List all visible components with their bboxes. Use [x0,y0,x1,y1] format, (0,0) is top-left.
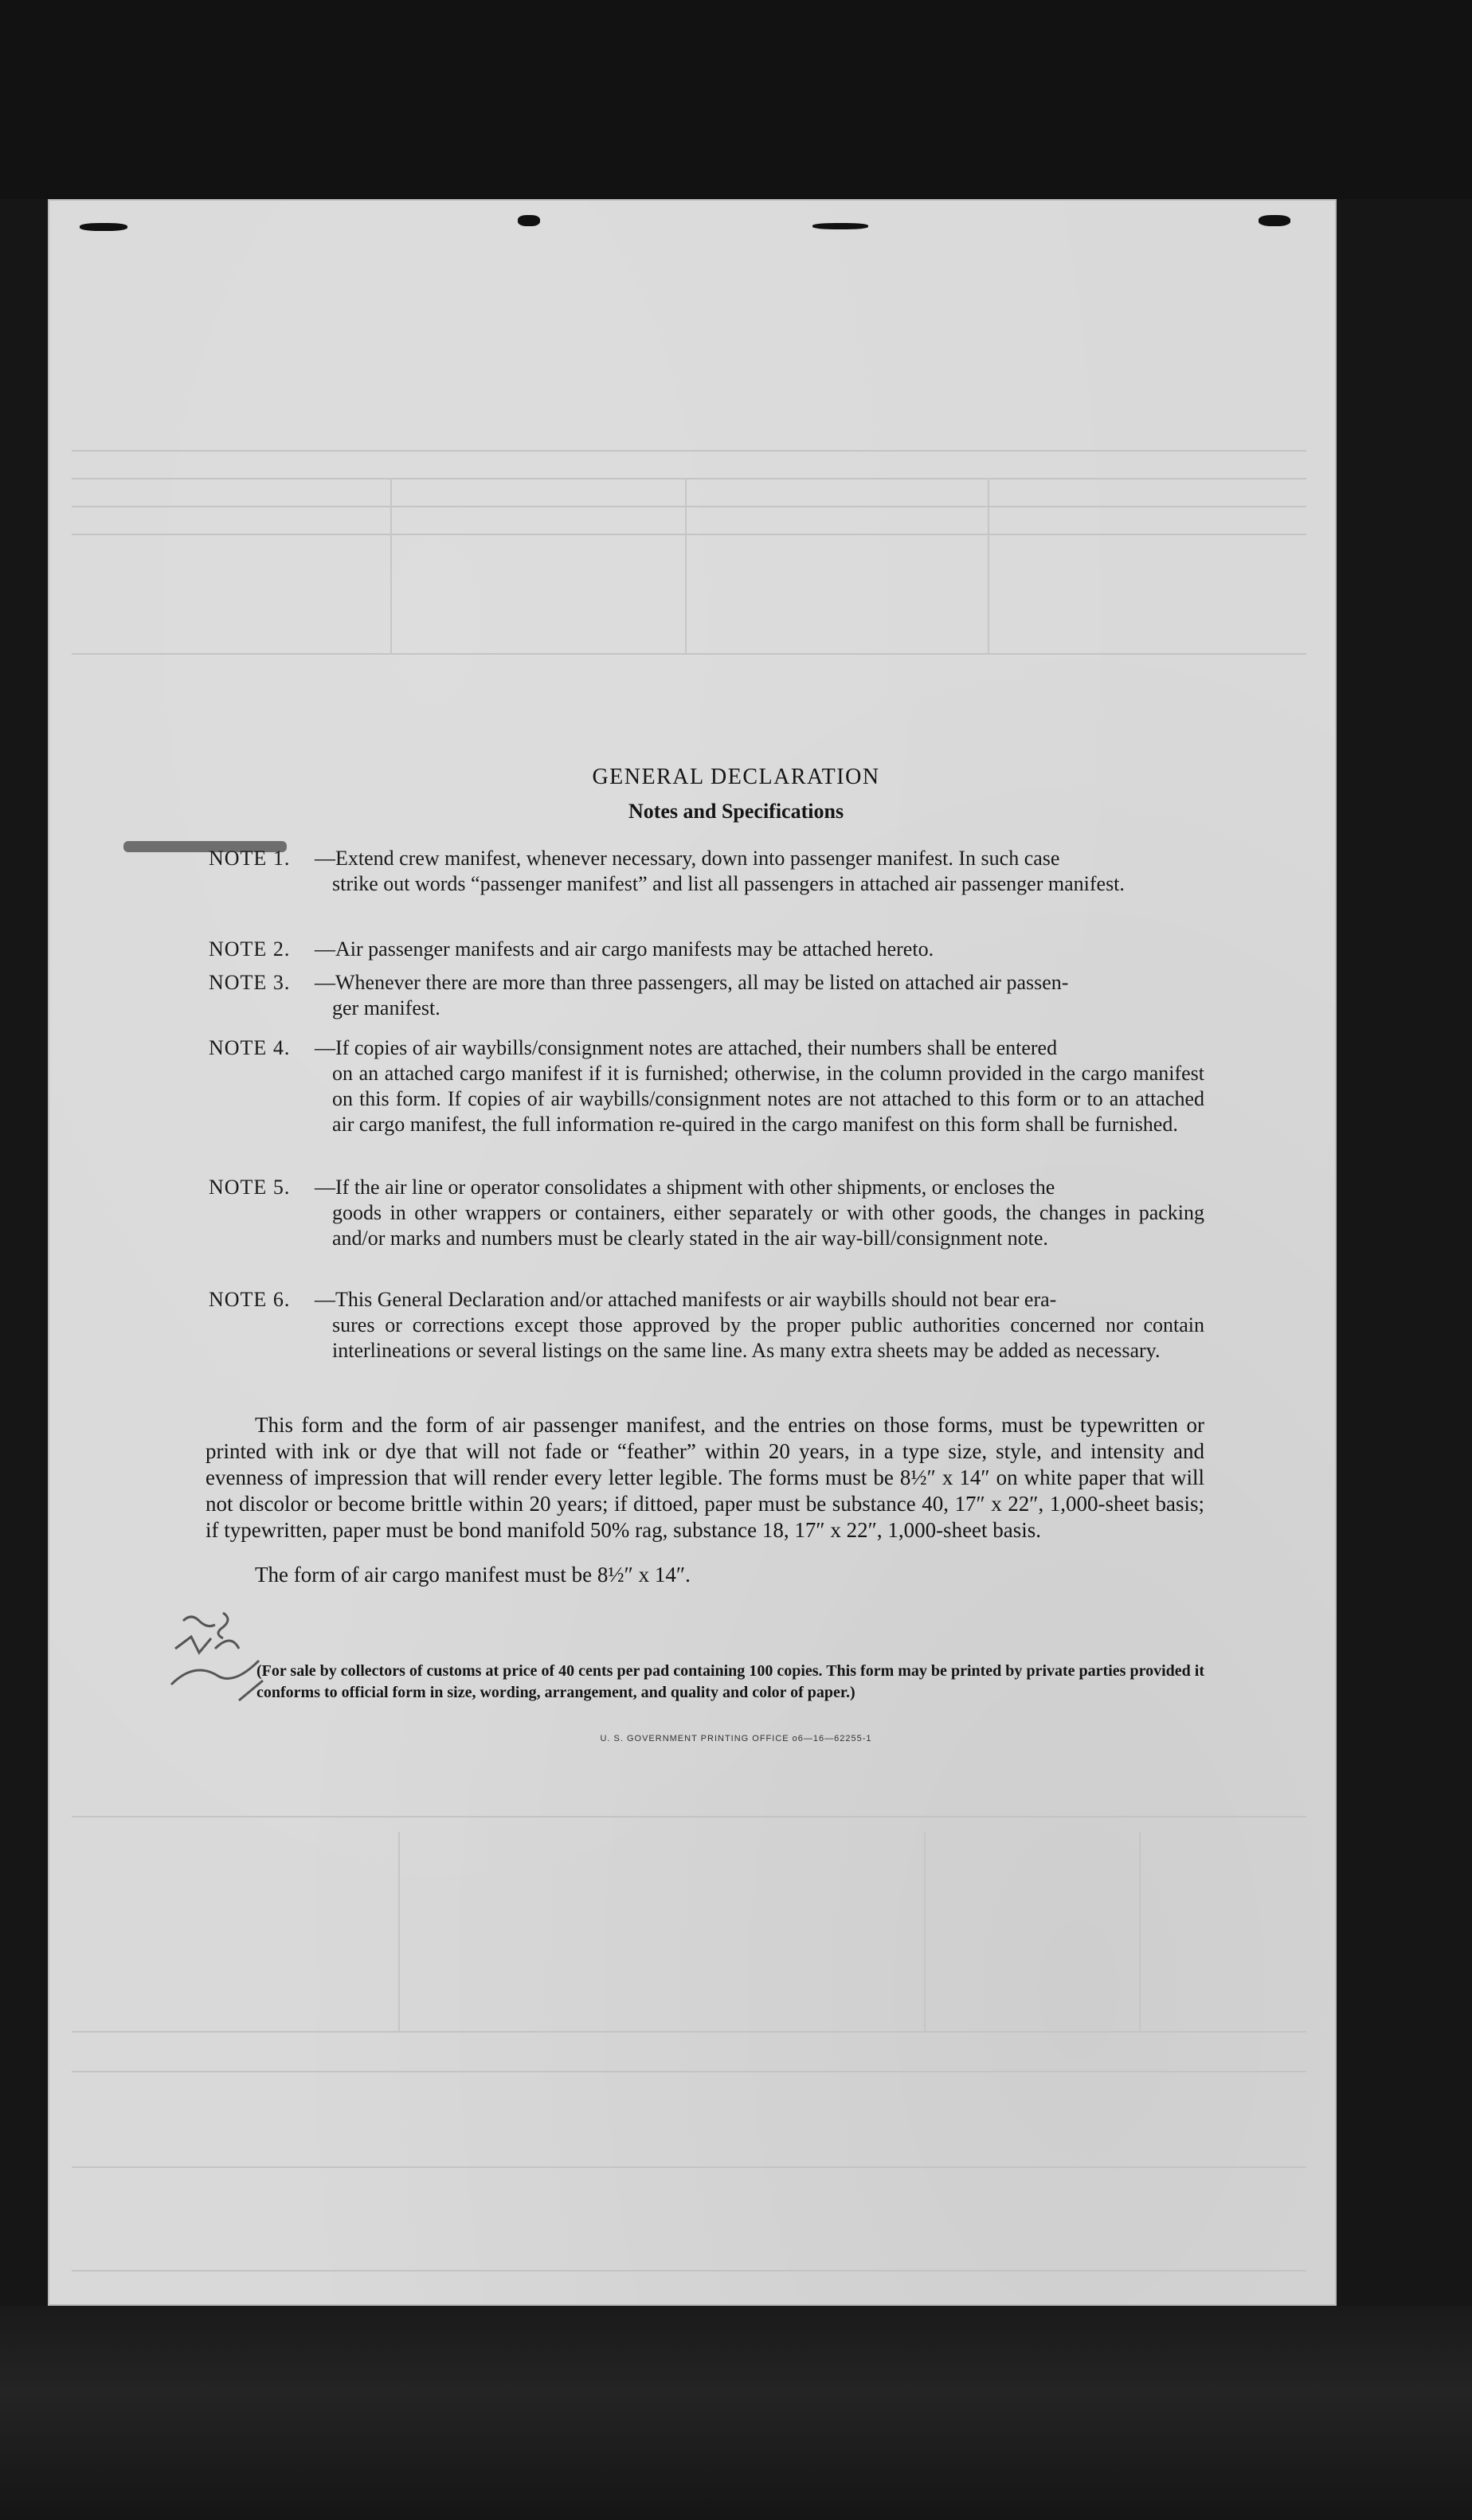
ghost-rule [72,1816,1306,1818]
ghost-column-rule [924,1832,926,2031]
ghost-column-rule [685,478,687,653]
note-label: NOTE 5. [209,1176,291,1199]
sale-notice: (For sale by collectors of customs at price of 40 cents per pad containing 100 copies. This form may be printed by private parties provided it conforms to official form in size, wording, arrangement, and quality and color of paper.) [256,1662,1204,1701]
note-text: —This General Declaration and/or attached manifests or air waybills should not bear era- [315,1288,1057,1311]
printer-imprint: U. S. GOVERNMENT PRINTING OFFICE o6—16—62255-1 [600,1734,872,1743]
cargo-manifest-size: The form of air cargo manifest must be 8½″ x 14″. [255,1563,691,1587]
scan-mark [518,215,540,226]
scan-mark [80,223,127,231]
note-text-continued: sures or corrections except those approved by the proper public authorities concerned nor contain interlineations or several listings on the same line. As many extra sheets may be added as necessary. [332,1313,1204,1362]
ghost-rule [72,2270,1306,2272]
note-text: —Extend crew manifest, whenever necessary, down into passenger manifest. In such case [315,847,1060,870]
note-4 [209,1035,1204,1137]
note-6 [209,1287,1204,1364]
ghost-rule [72,450,1306,452]
note-text: —If the air line or operator consolidates a shipment with other shipments, or encloses the [315,1176,1055,1199]
note-text-continued: goods in other wrappers or containers, either separately or with other goods, the changes in packing and/or marks and numbers must be clearly stated in the air way-bill/consignment note. [332,1201,1204,1250]
ghost-column-rule [390,478,392,653]
note-text: —If copies of air waybills/consignment notes are attached, their numbers shall be entered [315,1036,1058,1059]
note-text: —Air passenger manifests and air cargo manifests may be attached hereto. [315,937,934,961]
ghost-rule [72,478,1306,479]
document-page [48,199,1337,2306]
note-2 [209,937,1204,962]
note-text-continued: ger manifest. [332,996,440,1019]
ghost-rule [72,534,1306,535]
note-label: NOTE 1. [209,847,291,870]
note-3 [209,970,1204,1021]
ghost-column-rule [1139,1832,1141,2031]
note-label: NOTE 4. [209,1036,291,1059]
page-subtitle: Notes and Specifications [628,800,844,823]
ghost-rule [72,2031,1306,2033]
note-text: —Whenever there are more than three passengers, all may be listed on attached air passen- [315,971,1069,994]
note-label: NOTE 6. [209,1288,291,1311]
ghost-rule [72,2071,1306,2072]
ghost-rule [72,2166,1306,2168]
note-1 [209,846,1204,897]
note-text-continued: on an attached cargo manifest if it is furnished; otherwise, in the column provided in the cargo manifest on this form. If copies of air waybills/consignment notes are not attached to this form or to an attached air cargo manifest, the full information re-quired in the cargo manifest on this form shall be furnished. [332,1062,1204,1136]
note-label: NOTE 2. [209,937,291,961]
scan-background-top [0,0,1472,199]
ghost-column-rule [398,1832,400,2031]
scan-background-bottom [0,2306,1472,2520]
specifications-paragraph: This form and the form of air passenger manifest, and the entries on those forms, must be typewritten or printed with ink or dye that will not fade or “feather” within 20 years, in a type size, style, and intensity and evenness of impression that will render every letter legible. The forms must be 8½″ x 14″ on white paper that will not discolor or become brittle within 20 years; if dittoed, paper must be substance 40, 17″ x 22″, 1,000-sheet basis; if typewritten, paper must be bond manifold 50% rag, substance 18, 17″ x 22″, 1,000-sheet basis. [206,1413,1204,1542]
ghost-column-rule [988,478,989,653]
note-text-continued: strike out words “passenger manifest” and list all passengers in attached air passenger manifest. [332,872,1125,895]
note-5 [209,1175,1204,1251]
scan-mark [812,223,868,229]
ghost-rule [72,506,1306,507]
page-title: GENERAL DECLARATION [592,765,880,789]
scan-mark [1259,215,1290,226]
ghost-rule [72,653,1306,655]
note-label: NOTE 3. [209,971,291,994]
